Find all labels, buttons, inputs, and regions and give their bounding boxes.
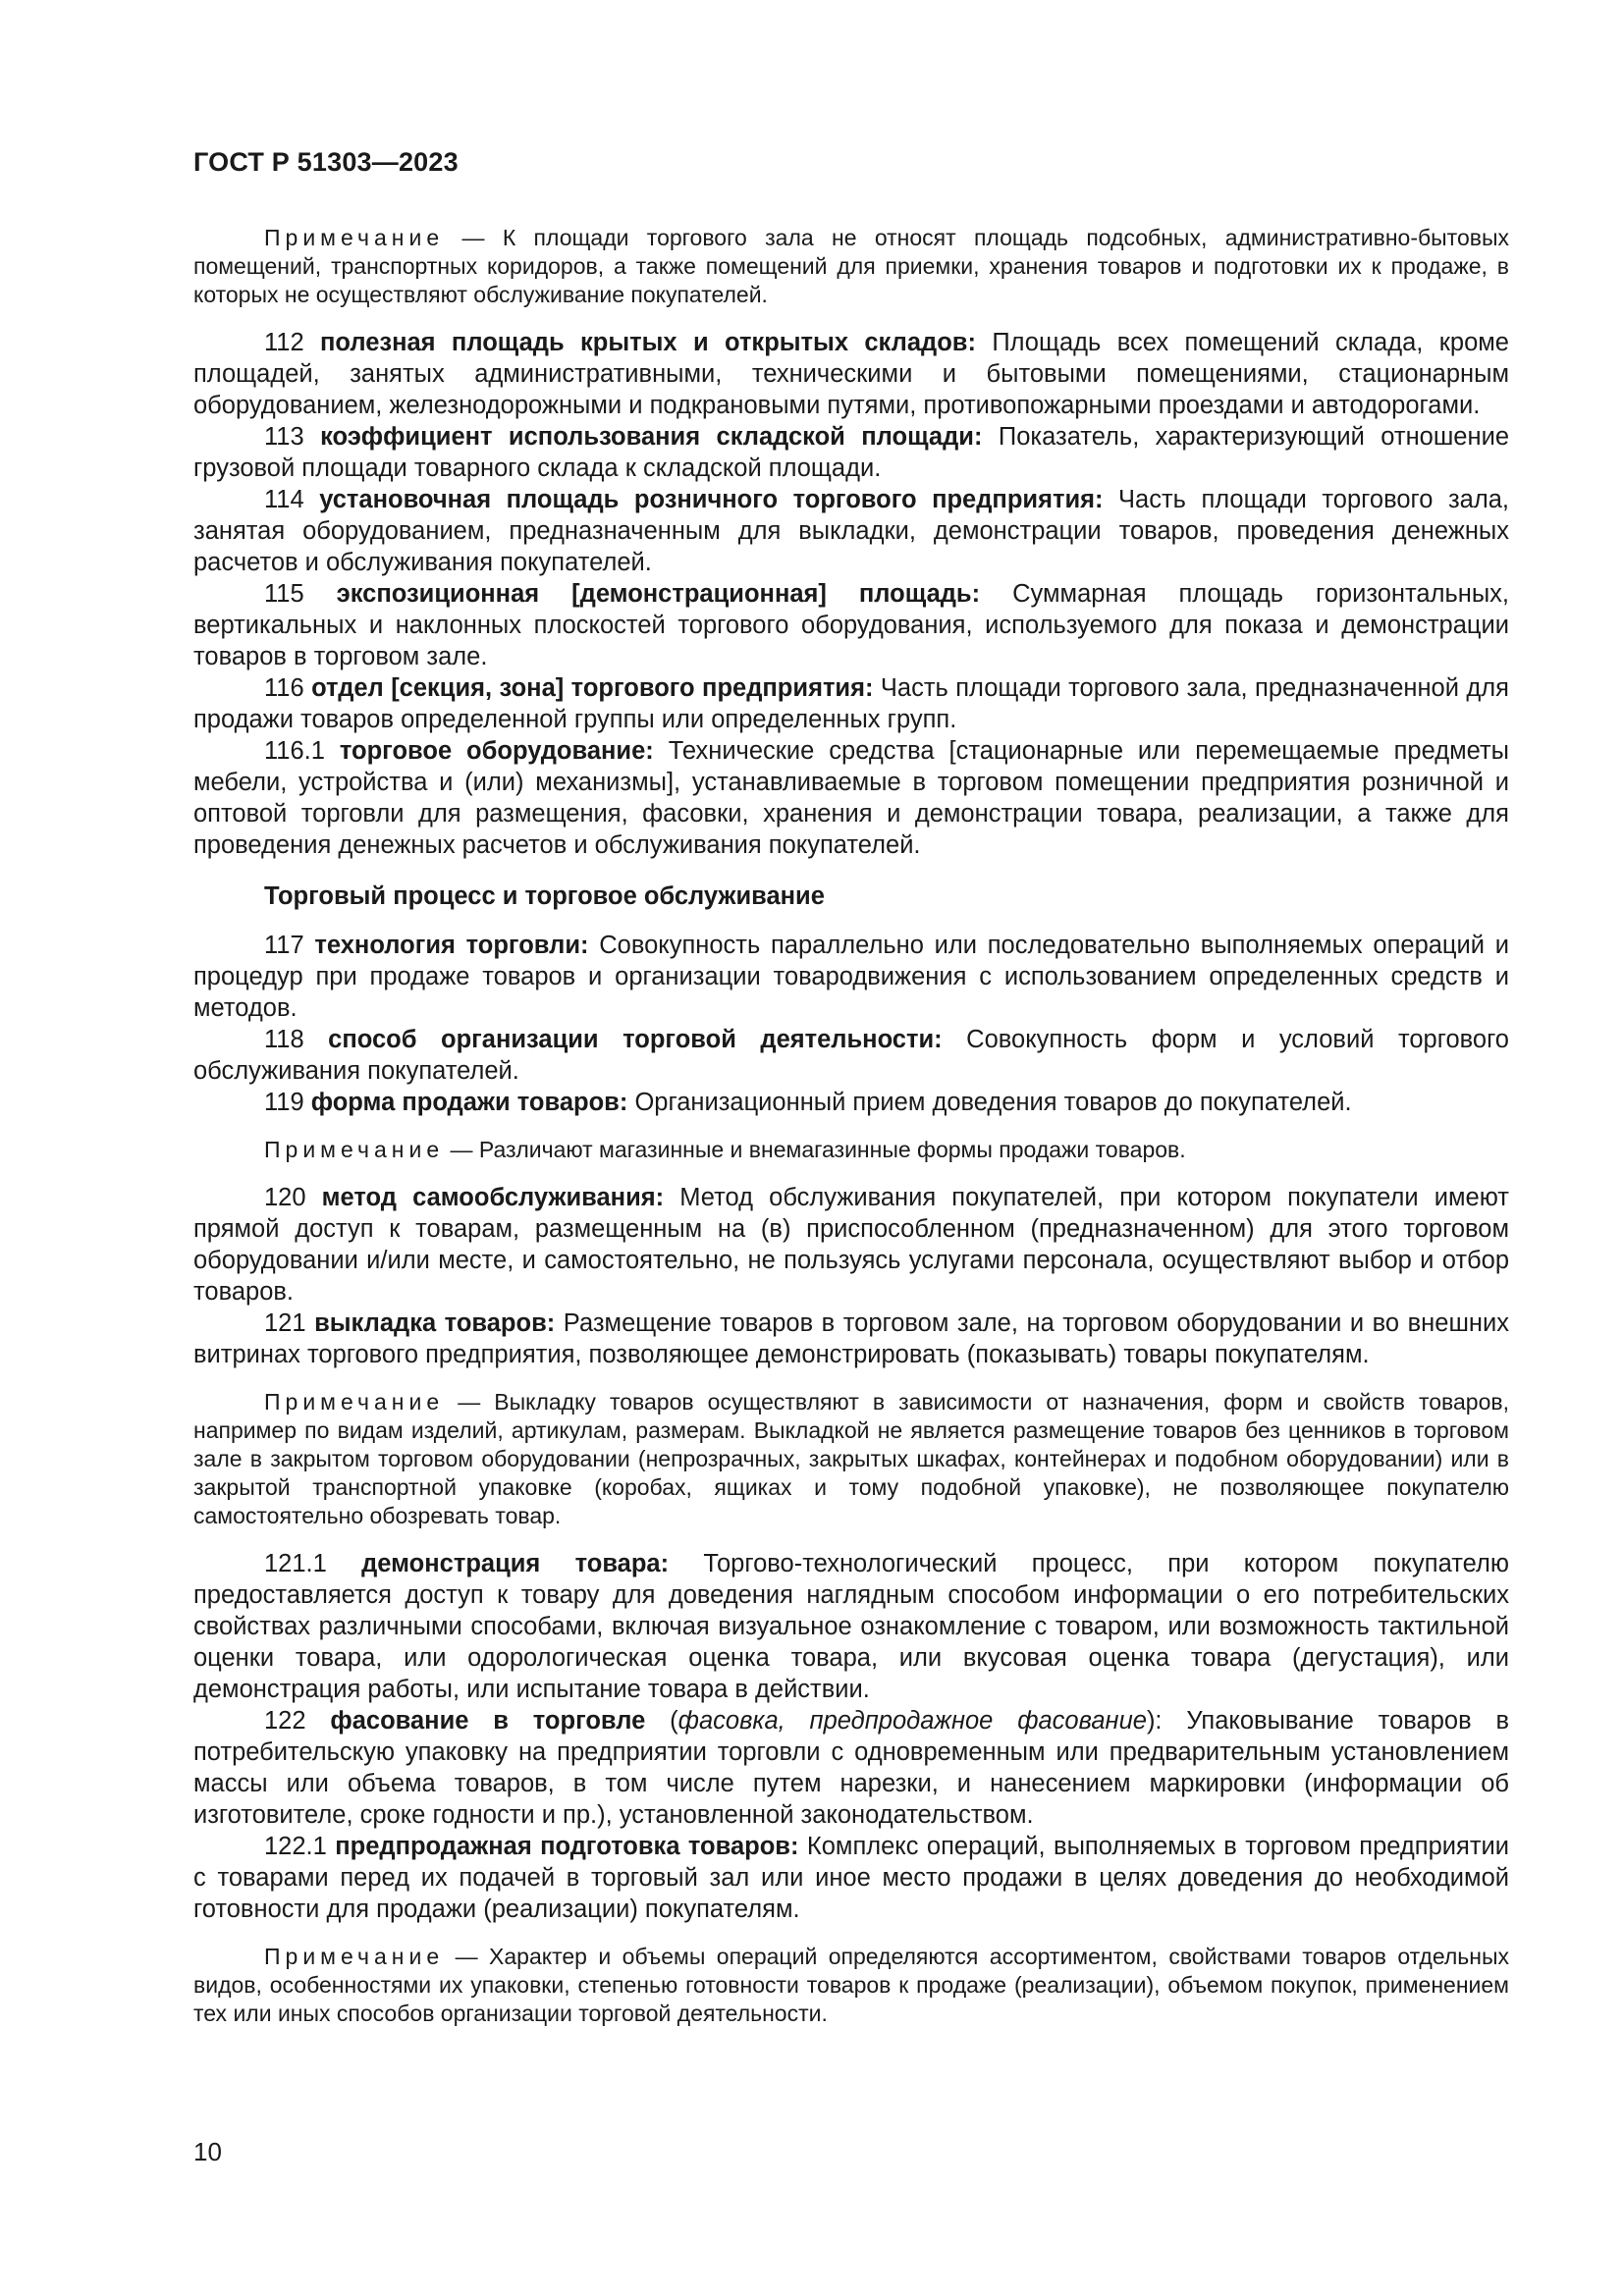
term-title: демонстрация товара: (361, 1550, 670, 1577)
term-definition: Показатель, характеризующий отношение грузовой площади товарного склада к складской площади. (193, 423, 1510, 482)
term-definition: Суммарная площадь горизонтальных, вертикальных и наклонных плоскостей торгового оборудования, используемого для показа и демонстрации товаров в торговом зале. (193, 580, 1509, 670)
term-title: коэффициент использования складской площади: (320, 423, 983, 451)
page-number: 10 (193, 2137, 222, 2166)
term-definition: Часть площади торгового зала, предназначенной для продажи товаров определенной группы или определенных групп. (193, 674, 1509, 733)
note-label: Примечание (264, 1137, 445, 1162)
term-number: 114 (264, 486, 304, 513)
term-title: отдел [секция, зона] торгового предприятия: (311, 674, 874, 702)
term-114 (193, 484, 1509, 578)
term-118 (193, 1024, 1509, 1087)
term-117 (193, 930, 1509, 1024)
term-definition: Площадь всех помещений склада, кроме площадей, занятых административными, техническими и бытовыми помещениями, стационарным оборудованием, железнодорожными и подкрановыми путями, противопожарными проездами и автодорогами. (193, 329, 1509, 419)
term-121 (193, 1308, 1509, 1370)
section-title: Торговый процесс и торговое обслуживание (264, 882, 825, 910)
term-number: 113 (264, 423, 304, 451)
note-text: — К площади торгового зала не относят площадь подсобных, административно-бытовых помещений, транспортных коридоров, а также помещений для приемки, хранения товаров и подготовки их к продаже, в которых не осуществляют обслуживание покупателей. (193, 225, 1510, 307)
term-title: выкладка товаров: (314, 1309, 556, 1337)
term-number: 121 (264, 1309, 306, 1337)
term-synonyms: фасовка, предпродажное фасование (677, 1707, 1147, 1735)
term-paren: ( (670, 1707, 678, 1735)
term-title: торговое оборудование: (339, 737, 654, 765)
note-paragraph (193, 224, 1509, 309)
document-body (193, 224, 1509, 2028)
note-paragraph (193, 1136, 1509, 1164)
note-paragraph (193, 1943, 1509, 2028)
note-paragraph (193, 1388, 1509, 1530)
term-number: 121.1 (264, 1550, 327, 1577)
term-122 (193, 1705, 1509, 1831)
term-title: предпродажная подготовка товаров: (335, 1833, 799, 1860)
term-definition: Упаковывание товаров в потребительскую упаковку на предприятии торговли с одновременным или предварительным установлением массы или объема товаров, в том числе путем нарезки, и нанесением маркировки (информации об изготовителе, сроке годности и пр.), установленной законодательством. (193, 1707, 1509, 1829)
term-112 (193, 327, 1509, 421)
note-text: — Характер и объемы операций определяются ассортиментом, свойствами товаров отдельных видов, особенностями их упаковки, степенью готовности товаров к продаже (реализации), объемом покупок, применением тех или иных способов организации торговой деятельности. (193, 1944, 1509, 2026)
term-definition: Торгово-технологический процесс, при котором покупателю предоставляется доступ к товару для доведения наглядным способом информации о его потребительских свойствах различными способами, включая визуальное ознакомление с товаром, или возможность тактильной оценки товара, или одорологическая оценка товара, или вкусовая оценка товара (дегустация), или демонстрация работы, или испытание товара в действии. (193, 1550, 1509, 1703)
term-number: 122.1 (264, 1833, 327, 1860)
note-label: Примечание (264, 1389, 445, 1415)
term-116 (193, 672, 1509, 735)
term-120 (193, 1182, 1509, 1308)
term-definition: Часть площади торгового зала, занятая оборудованием, предназначенным для выкладки, демонстрации товаров, проведения денежных расчетов и обслуживания покупателей. (193, 486, 1509, 576)
term-title: установочная площадь розничного торгового предприятия: (319, 486, 1104, 513)
term-122-1 (193, 1831, 1509, 1925)
term-113 (193, 421, 1509, 484)
term-definition: Совокупность параллельно или последовательно выполняемых операций и процедур при продаже товаров и организации товародвижения с использованием определенных средств и методов. (193, 932, 1510, 1022)
term-title: технология торговли: (314, 932, 589, 959)
term-paren: ): (1146, 1707, 1163, 1735)
term-number: 116.1 (264, 737, 325, 765)
term-title: форма продажи товаров: (310, 1089, 628, 1116)
term-title: метод самообслуживания: (321, 1184, 665, 1211)
term-definition: Метод обслуживания покупателей, при котором покупатели имеют прямой доступ к товарам, размещенным на (в) приспособленном (предназначенном) для этого торговом оборудовании и/или месте, и самостоятельно, не пользуясь услугами персонала, осуществляют выбор и отбор товаров. (193, 1184, 1509, 1306)
term-number: 122 (264, 1707, 306, 1735)
term-definition: Совокупность форм и условий торгового обслуживания покупателей. (193, 1026, 1509, 1085)
note-text: — Выкладку товаров осуществляют в зависимости от назначения, форм и свойств товаров, например по видам изделий, артикулам, размерам. Выкладкой не является размещение товаров без ценников в торговом зале в закрытом торговом оборудовании (непрозрачных, закрытых шкафах, контейнерах и подобном оборудовании) или в закрытой транспортной упаковке (коробах, ящиках и тому подобной упаковке), не позволяющее покупателю самостоятельно обозревать товар. (193, 1389, 1509, 1528)
term-title: полезная площадь крытых и открытых складов: (320, 329, 976, 356)
note-label: Примечание (264, 225, 445, 250)
term-121-1 (193, 1548, 1509, 1705)
term-number: 120 (264, 1184, 306, 1211)
term-title: способ организации торговой деятельности: (328, 1026, 943, 1053)
term-116-1 (193, 735, 1509, 861)
term-definition: Организационный прием доведения товаров до покупателей. (634, 1089, 1352, 1116)
term-title: фасование в торговле (330, 1707, 646, 1735)
term-number: 112 (264, 329, 304, 356)
note-label: Примечание (264, 1944, 445, 1969)
term-number: 116 (264, 674, 304, 702)
term-115 (193, 578, 1509, 672)
term-119 (193, 1087, 1509, 1118)
term-definition: Технические средства [стационарные или перемещаемые предметы мебели, устройства и (или) механизмы], устанавливаемые в торговом помещении предприятия розничной и оптовой торговли для размещения, фасовки, хранения и демонстрации товара, реализации, а также для проведения денежных расчетов и обслуживания покупателей. (193, 737, 1509, 859)
term-title: экспозиционная [демонстрационная] площадь: (336, 580, 981, 608)
term-definition: Комплекс операций, выполняемых в торговом предприятии с товарами перед их подачей в торговый зал или иное место продажи в целях доведения до необходимой готовности для продажи (реализации) покупателям. (193, 1833, 1509, 1923)
term-number: 119 (264, 1089, 304, 1116)
note-text: — Различают магазинные и внемагазинные формы продажи товаров. (450, 1137, 1186, 1162)
term-number: 117 (264, 932, 304, 959)
document-code-header: ГОСТ Р 51303—2023 (193, 147, 459, 177)
term-number: 118 (264, 1026, 304, 1053)
term-number: 115 (264, 580, 304, 608)
term-definition: Размещение товаров в торговом зале, на торговом оборудовании и во внешних витринах торгового предприятия, позволяющее демонстрировать (показывать) товары покупателям. (193, 1309, 1509, 1368)
